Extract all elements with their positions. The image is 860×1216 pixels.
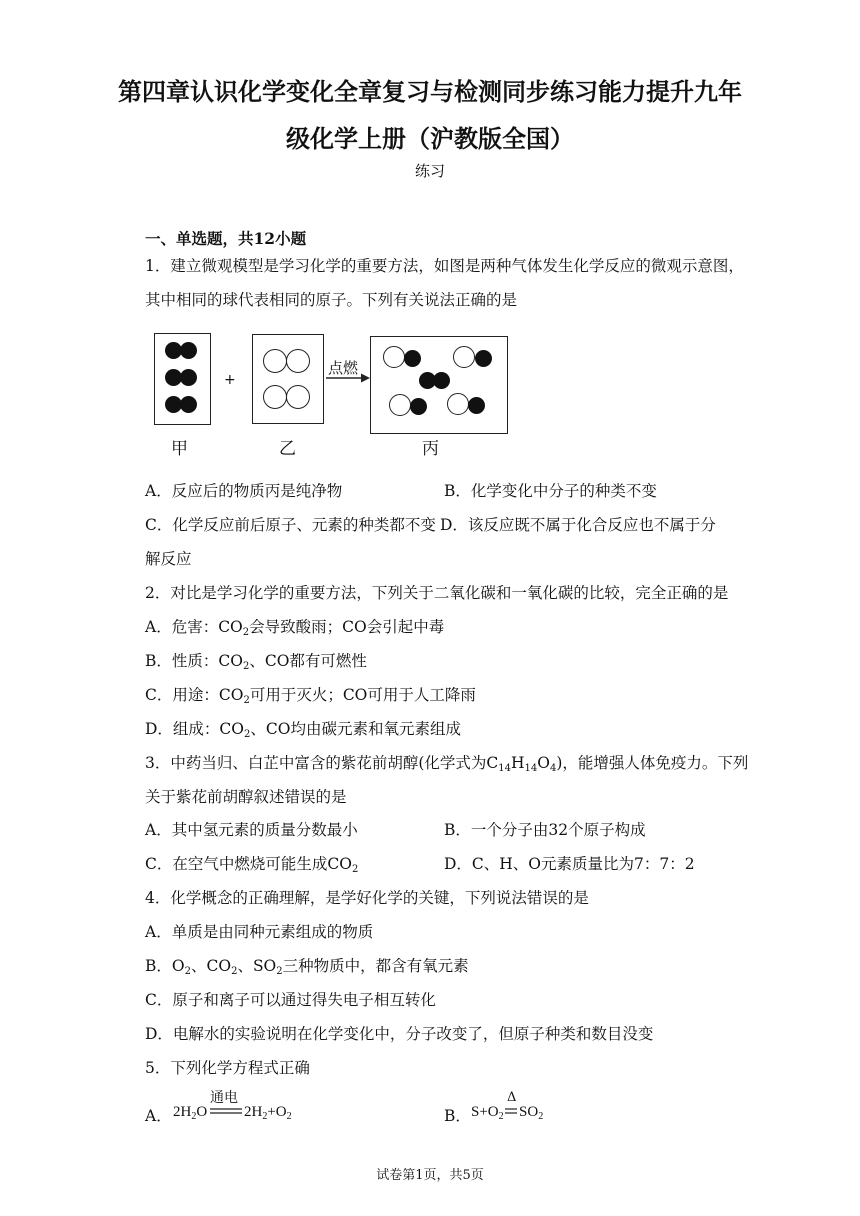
q5-option-a-right: $2H_2+O_2$ (244, 1104, 292, 1122)
page-footer: 试卷第1页，共5页 (376, 1168, 484, 1183)
q4-stem: 4．化学概念的正确理解，是学好化学的关键，下列说法错误的是 (145, 889, 589, 907)
q1-option-b: B．化学变化中分子的种类不变 (444, 482, 657, 500)
black-atom (410, 398, 427, 415)
q2-option-b: B．性质：$CO_2$、CO都有可燃性 (145, 652, 367, 672)
q4-option-c: C．原子和离子可以通过得失电子相互转化 (145, 991, 436, 1009)
white-atom (286, 349, 310, 373)
q3-option-b: B．一个分子由32个原子构成 (444, 821, 646, 839)
q2-option-d: D．组成：$CO_2$、CO均由碳元素和氧元素组成 (145, 720, 461, 740)
q4-option-b: B．$O_2$、$CO_2$、$SO_2$三种物质中，都含有氧元素 (145, 957, 469, 977)
q1-stem-line2: 其中相同的球代表相同的原子。下列有关说法正确的是 (145, 291, 518, 309)
reaction-arrow-icon (325, 372, 371, 384)
figure-box-jia (154, 333, 211, 425)
q1-stem-line1: 1．建立微观模型是学习化学的重要方法，如图是两种气体发生化学反应的微观示意图， (145, 257, 744, 275)
black-atom (180, 342, 197, 359)
q3-stem-line2: 关于紫花前胡醇叙述错误的是 (145, 788, 347, 806)
black-atom (475, 350, 492, 367)
arrow-label-ignite: 点燃 (328, 359, 359, 377)
q2-option-c: C．用途：$CO_2$可用于灭火；CO可用于人工降雨 (145, 686, 476, 706)
q1-option-d-line1: D．该反应既不属于化合反应也不属于分 (440, 516, 716, 534)
black-atom (433, 372, 450, 389)
white-atom (383, 346, 405, 368)
q4-option-d: D．电解水的实验说明在化学变化中，分子改变了，但原子种类和数目没变 (145, 1025, 654, 1043)
page-subtitle: 练习 (414, 162, 445, 180)
white-atom (263, 349, 287, 373)
black-atom (180, 396, 197, 413)
q1-option-c: C．化学反应前后原子、元素的种类都不变 (145, 516, 436, 534)
q5-option-a-left: $2H_2O$ (173, 1104, 208, 1122)
q3-option-a: A．其中氢元素的质量分数最小 (145, 821, 358, 839)
q1-option-d-line2: 解反应 (145, 550, 192, 568)
q3-option-c: C．在空气中燃烧可能生成$CO_2$ (145, 855, 359, 875)
label-jia: 甲 (171, 439, 188, 459)
q5-option-a-condition: 通电 (210, 1090, 238, 1106)
page-title-line2: 级化学上册（沪教版全国） (286, 124, 574, 153)
label-yi: 乙 (279, 439, 296, 459)
q1-option-a: A．反应后的物质丙是纯净物 (145, 482, 343, 500)
black-atom (404, 350, 421, 367)
figure-box-yi (252, 334, 324, 424)
figure-box-bing (370, 336, 508, 434)
section-title: 一、单选题，共12小题 (145, 229, 307, 248)
q2-option-a: A．危害：$CO_2$会导致酸雨；CO会引起中毒 (145, 618, 445, 638)
white-atom (447, 393, 469, 415)
white-atom (453, 346, 475, 368)
label-bing: 丙 (422, 439, 439, 459)
q2-stem: 2．对比是学习化学的重要方法，下列关于二氧化碳和一氧化碳的比较，完全正确的是 (145, 584, 729, 602)
white-atom (389, 394, 411, 416)
q5-option-b-left: $S+O_2$ (471, 1104, 504, 1122)
white-atom (263, 385, 287, 409)
q5-option-b-letter: B． (444, 1107, 471, 1125)
q5-option-b-right: $SO_2$ (519, 1104, 544, 1122)
q5-stem: 5．下列化学方程式正确 (145, 1059, 310, 1077)
plus-sign: + (224, 372, 236, 388)
black-atom (180, 369, 197, 386)
white-atom (286, 385, 310, 409)
double-line-equals-icon (210, 1108, 242, 1116)
page-title-line1: 第四章认识化学变化全章复习与检测同步练习能力提升九年 (118, 77, 742, 106)
q4-option-a: A．单质是由同种元素组成的物质 (145, 923, 374, 941)
q3-option-d: D．C、H、O元素质量比为7：7：2 (444, 855, 695, 873)
q5-option-a-letter: A． (145, 1107, 172, 1125)
q5-option-b-condition: Δ (507, 1090, 517, 1105)
double-line-equals-icon (505, 1108, 517, 1116)
black-atom (468, 397, 485, 414)
q3-stem-line1: 3．中药当归、白芷中富含的紫花前胡醇(化学式为$C_{14}H_{14}O_4$)，能增强人体免疫力。下列 (145, 754, 749, 774)
